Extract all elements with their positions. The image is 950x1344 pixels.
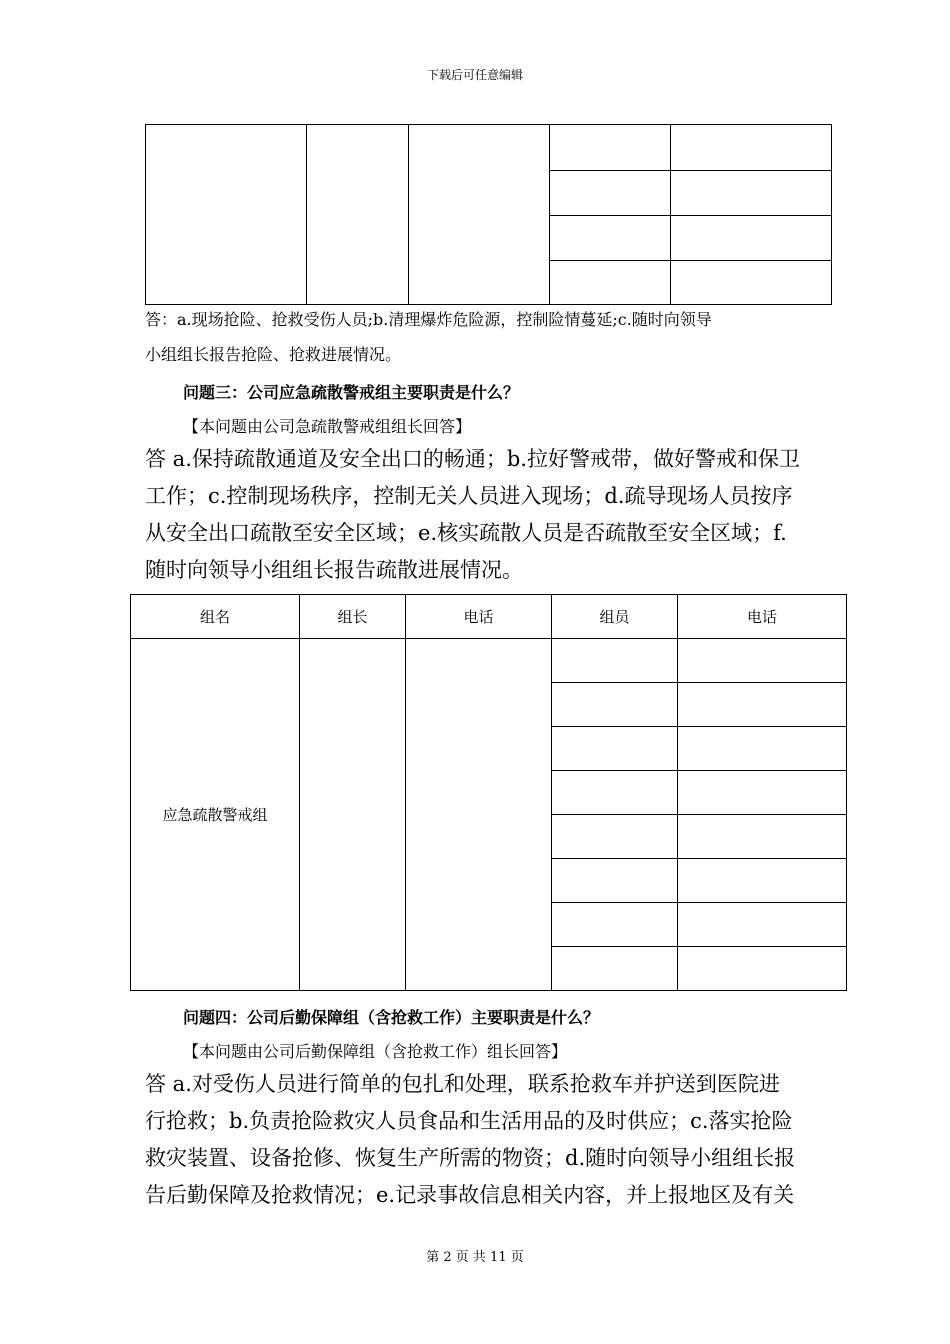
member-cell <box>552 639 678 683</box>
table-header-row <box>131 595 847 639</box>
question-4-note: 【本问题由公司后勤保障组（含抢救工作）组长回答】 <box>183 1042 568 1061</box>
question-4-title: 问题四：公司后勤保障组（含抢救工作）主要职责是什么？ <box>183 1008 600 1027</box>
question-3-title: 问题三：公司应急疏散警戒组主要职责是什么？ <box>183 383 520 402</box>
header-leader: 组长 <box>300 595 406 639</box>
table-divider <box>549 215 831 216</box>
member-phone-cell <box>678 771 847 815</box>
member-cell <box>552 903 678 947</box>
member-phone-cell <box>678 727 847 771</box>
answer-2-line-2: 小组组长报告抢险、抢救进展情况。 <box>145 345 402 364</box>
leader-phone-cell <box>406 639 552 991</box>
member-cell <box>552 947 678 991</box>
question-3-note: 【本问题由公司急疏散警戒组组长回答】 <box>183 417 472 436</box>
member-cell <box>552 771 678 815</box>
evacuation-group-table <box>130 594 847 991</box>
header-phone: 电话 <box>406 595 552 639</box>
group-name-cell: 应急疏散警戒组 <box>131 639 300 991</box>
header-group-name: 组名 <box>131 595 300 639</box>
table-divider <box>549 170 831 171</box>
answer-line: 答 a.对受伤人员进行简单的包扎和处理，联系抢救车并护送到医院进 <box>145 1072 780 1096</box>
answer-line: 随时向领导小组组长报告疏散进展情况。 <box>145 558 523 582</box>
table-divider <box>408 125 409 304</box>
header-member-phone: 电话 <box>678 595 847 639</box>
answer-line: 工作；c.控制现场秩序，控制无关人员进入现场；d.疏导现场人员按序 <box>145 484 793 508</box>
answer-line: 从安全出口疏散至安全区域；e.核实疏散人员是否疏散至安全区域；f. <box>145 521 787 545</box>
member-cell <box>552 683 678 727</box>
answer-line: 行抢救；b.负责抢险救灾人员食品和生活用品的及时供应；c.落实抢险 <box>145 1109 793 1133</box>
member-phone-cell <box>678 815 847 859</box>
page-header: 下载后可任意编辑 <box>426 68 523 82</box>
answer-line: 救灾装置、设备抢修、恢复生产所需的物资；d.随时向领导小组组长报 <box>145 1146 796 1170</box>
question-4-answer <box>145 1066 835 1214</box>
continued-table <box>145 124 832 305</box>
member-phone-cell <box>678 903 847 947</box>
member-phone-cell <box>678 859 847 903</box>
table-divider <box>549 260 831 261</box>
table-divider <box>306 125 307 304</box>
answer-line: 答 a.保持疏散通道及安全出口的畅通；b.拉好警戒带，做好警戒和保卫 <box>145 447 800 471</box>
table-row <box>131 639 847 683</box>
leader-cell <box>300 639 406 991</box>
member-phone-cell <box>678 947 847 991</box>
answer-line: 告后勤保障及抢救情况；e.记录事故信息相关内容，并上报地区及有关 <box>145 1183 795 1207</box>
member-cell <box>552 727 678 771</box>
page-footer: 第 2 页 共 11 页 <box>426 1250 524 1265</box>
member-cell <box>552 859 678 903</box>
member-phone-cell <box>678 639 847 683</box>
answer-2-line-1: 答：a.现场抢险、抢救受伤人员;b.清理爆炸危险源，控制险情蔓延;c.随时向领导 <box>145 310 712 329</box>
member-phone-cell <box>678 683 847 727</box>
header-member: 组员 <box>552 595 678 639</box>
question-3-answer <box>145 441 835 589</box>
member-cell <box>552 815 678 859</box>
